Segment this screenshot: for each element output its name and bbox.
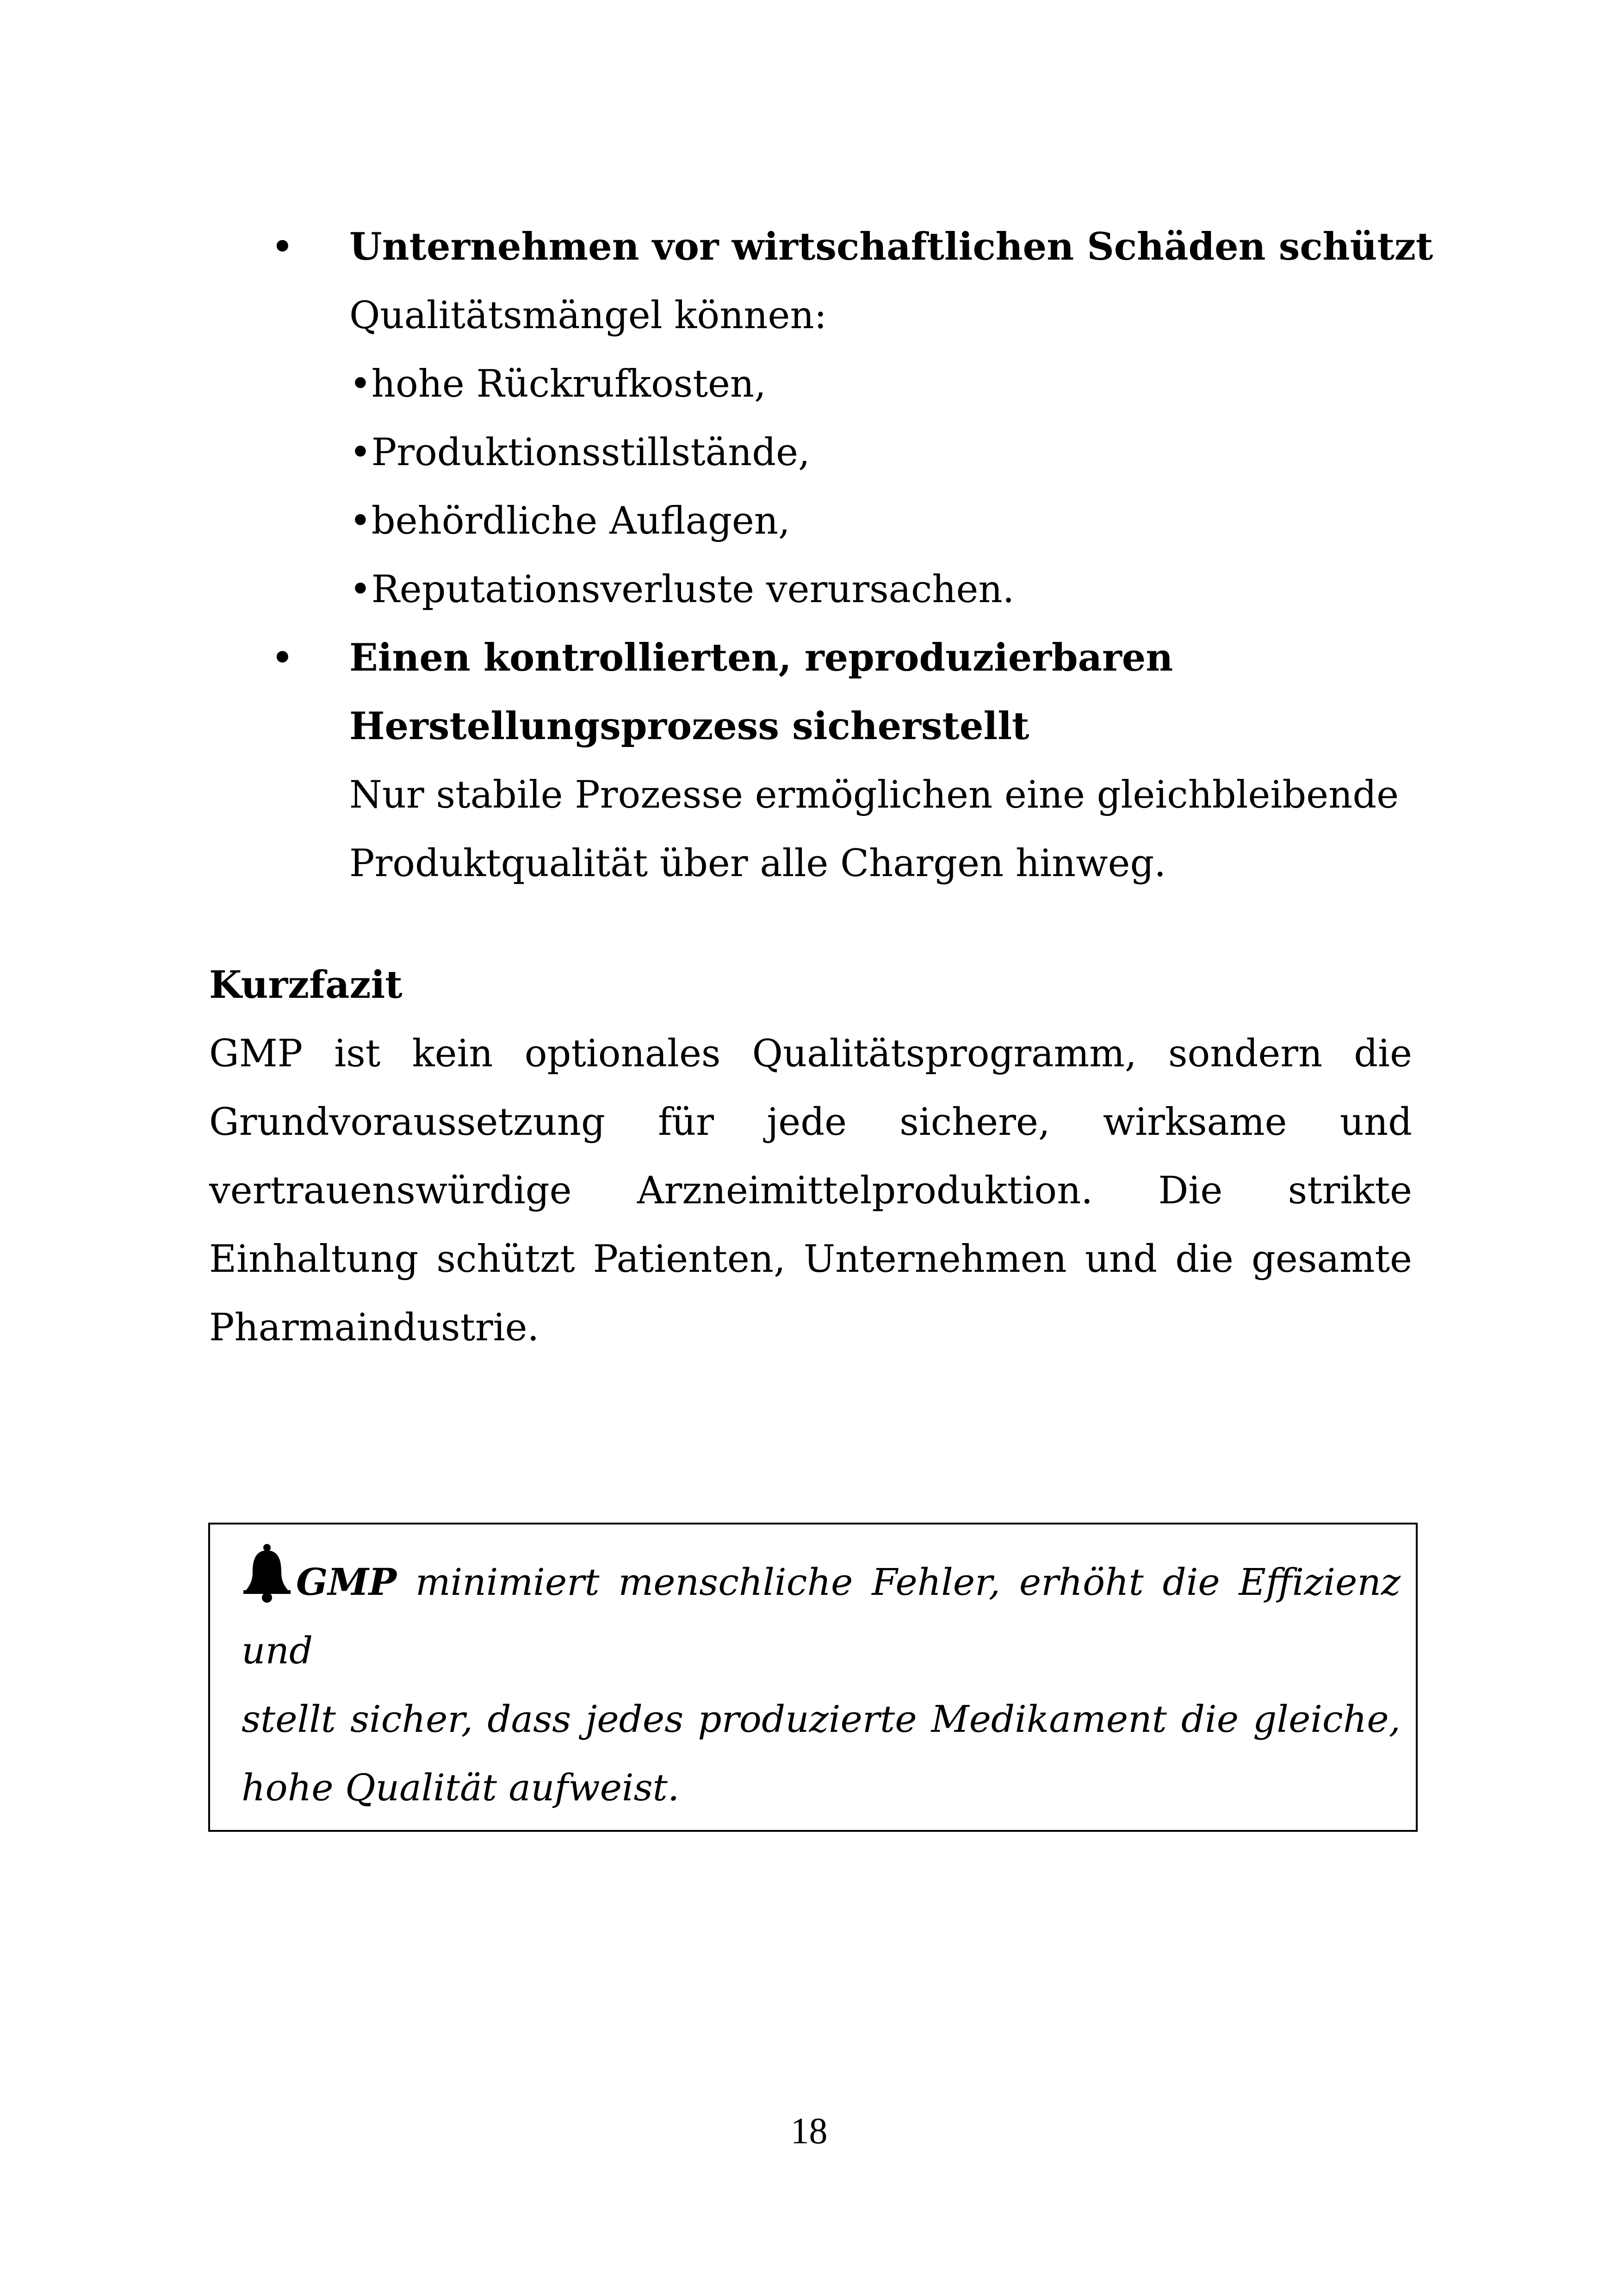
sub-list-item: • hohe Rückrufkosten, [349,350,1427,418]
sub-list-item: • Reputationsverluste verursachen. [349,555,1427,624]
note-line: stellt sicher, dass jedes produzierte Medikament die gleiche, [242,1698,1401,1741]
bullet-body [349,624,1427,898]
paragraph-line: GMP ist kein optionales Qualitätsprogramm, sondern die [209,1032,1412,1076]
note-strong-text: GMP [296,1560,397,1604]
paragraph-line: Pharmaindustrie. [209,1306,539,1350]
bullet-text: Produktqualität über alle Chargen hinweg. [349,842,1166,885]
note-text: minimiert menschliche Fehler, erhöht die Effizienz und [242,1561,1401,1672]
bullet-marker: • [271,635,294,681]
sub-list-item: • behördliche Auflagen, [349,487,1427,555]
summary-section [209,951,1412,1362]
section-heading: Kurzfazit [209,963,403,1007]
bullet-heading: Unternehmen vor wirtschaftlichen Schäden schützt [349,225,1433,269]
paragraph-line: Einhaltung schützt Patienten, Unternehmen und die gesamte [209,1238,1412,1281]
note-content [242,1543,1401,1822]
page-number: 18 [790,2111,828,2152]
note-box [208,1523,1418,1832]
note-line: hohe Qualität aufweist. [242,1766,680,1809]
sub-list-item: • Produktionsstillstände, [349,418,1427,487]
paragraph-line: vertrauenswürdige Arzneimittelproduktion. Die strikte [209,1169,1412,1213]
bullet-heading: Herstellungsprozess sicherstellt [349,704,1029,748]
bullet-marker: • [271,224,294,270]
note-line [242,1543,1401,1685]
bullet-text: Qualitätsmängel können: [349,294,827,337]
bell-icon [242,1543,292,1603]
paragraph-line: Grundvoraussetzung für jede sichere, wirksame und [209,1101,1412,1144]
bullet-heading: Einen kontrollierten, reproduzierbaren [349,636,1173,680]
bullet-text: Nur stabile Prozesse ermöglichen eine gleichbleibende [349,773,1399,817]
bullet-body [349,213,1433,624]
